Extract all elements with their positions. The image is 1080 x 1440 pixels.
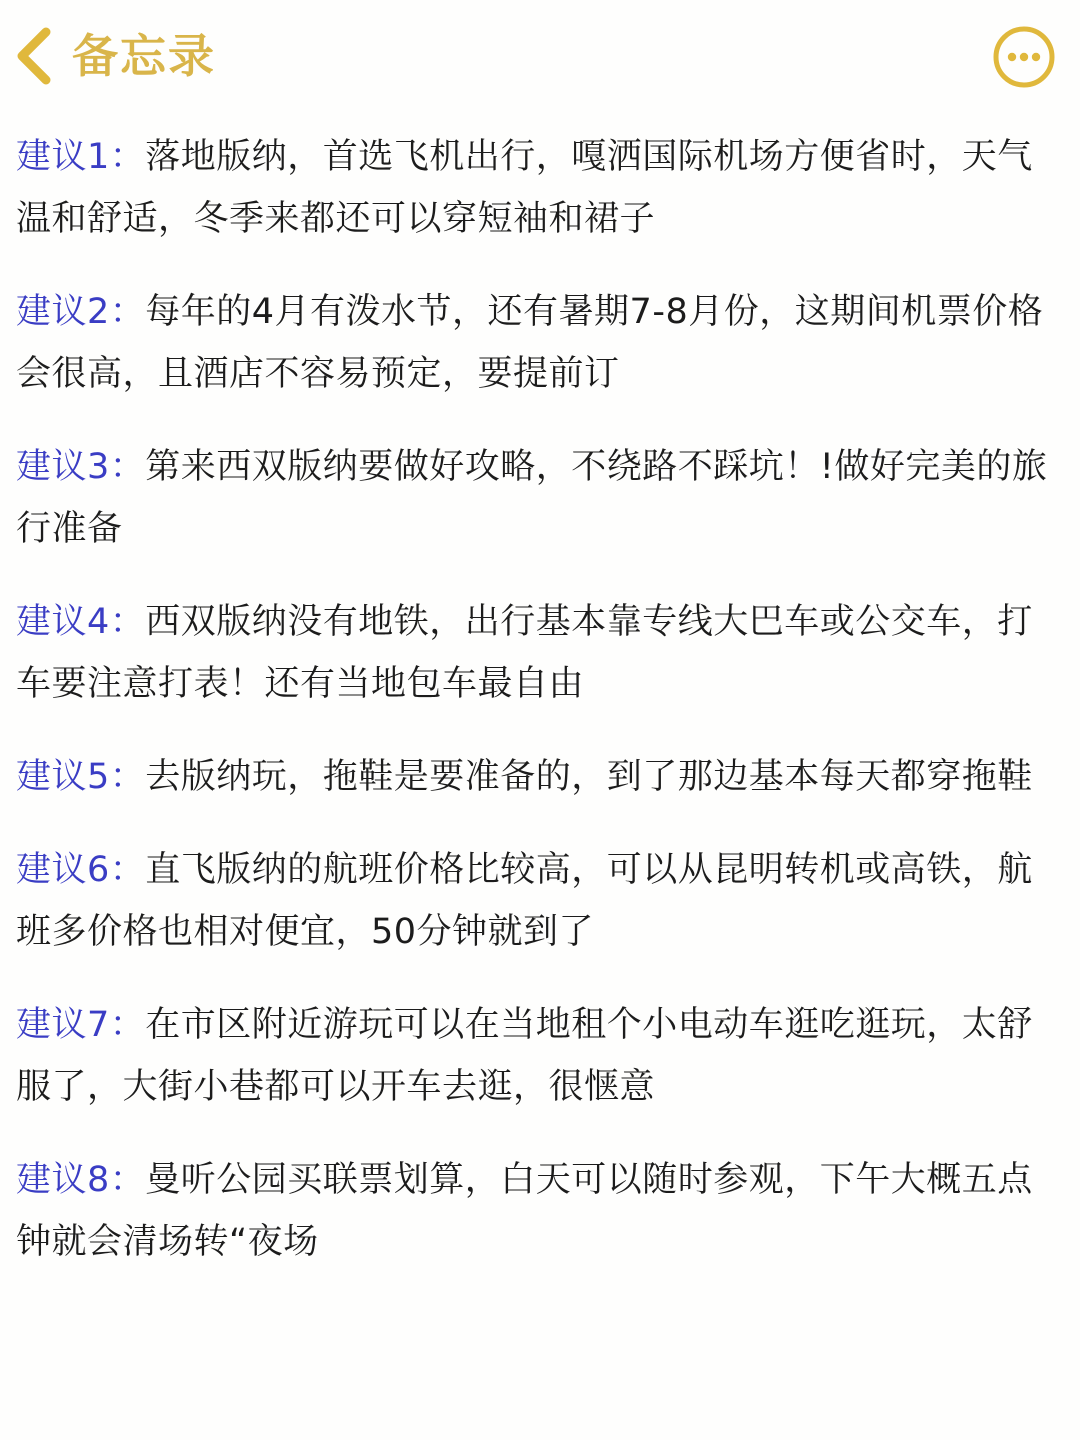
note-text: 西双版纳没有地铁，出行基本靠专线大巴车或公交车，打车要注意打表！还有当地包车最自由 <box>16 602 1033 704</box>
note-item-6 <box>16 839 1064 963</box>
note-text: 落地版纳，首选飞机出行，嘎洒国际机场方便省时，天气温和舒适，冬季来都还可以穿短袖和裙子 <box>16 137 1033 239</box>
note-item-3 <box>16 436 1064 560</box>
note-item-8 <box>16 1149 1064 1273</box>
back-button[interactable] <box>12 24 216 88</box>
note-text: 第来西双版纳要做好攻略，不绕路不踩坑！!做好完美的旅行准备 <box>16 447 1048 549</box>
note-label: 建议2： <box>16 292 146 332</box>
page-title: 备忘录 <box>72 29 216 83</box>
note-text: 每年的4月有泼水节，还有暑期7-8月份，这期间机票价格会很高，且酒店不容易预定，要提前订 <box>16 292 1044 394</box>
note-item-4 <box>16 591 1064 715</box>
note-label: 建议7： <box>16 1005 146 1045</box>
note-text: 曼听公园买联票划算，白天可以随时参观，下午大概五点钟就会清场转“夜场 <box>16 1160 1033 1262</box>
note-label: 建议8： <box>16 1160 146 1200</box>
note-label: 建议1： <box>16 137 146 177</box>
note-label: 建议5： <box>16 757 146 797</box>
note-label: 建议6： <box>16 850 146 890</box>
note-text: 去版纳玩，拖鞋是要准备的，到了那边基本每天都穿拖鞋 <box>145 757 1033 797</box>
note-label: 建议4： <box>16 602 146 642</box>
note-item-5 <box>16 746 1064 808</box>
note-body <box>16 126 1064 1304</box>
more-horizontal-icon <box>992 25 1056 89</box>
note-item-1 <box>16 126 1064 250</box>
header-bar <box>0 0 1080 115</box>
note-text: 在市区附近游玩可以在当地租个小电动车逛吃逛玩，太舒服了，大街小巷都可以开车去逛，很惬意 <box>16 1005 1033 1107</box>
chevron-left-icon <box>12 24 56 88</box>
note-label: 建议3： <box>16 447 146 487</box>
note-text: 直飞版纳的航班价格比较高，可以从昆明转机或高铁，航班多价格也相对便宜，50分钟就到了 <box>16 850 1033 952</box>
note-item-2 <box>16 281 1064 405</box>
more-options-button[interactable] <box>992 25 1056 89</box>
note-item-7 <box>16 994 1064 1118</box>
